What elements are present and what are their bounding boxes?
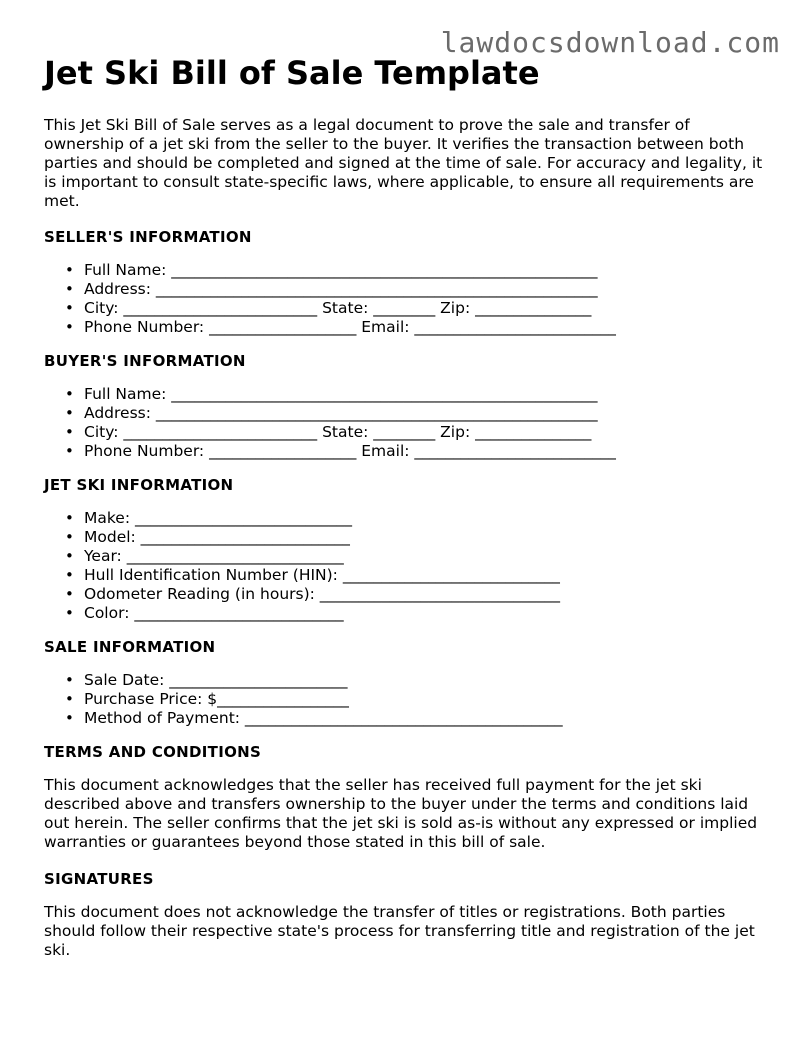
bullet-icon: •: [65, 585, 74, 603]
intro-paragraph: This Jet Ski Bill of Sale serves as a legal document to prove the sale and transfer of ownership of a jet ski from the seller to the buyer. It verifies the transaction between both parties and should be completed and signed at the time of sale. For accuracy and legality, it is important to consult state-specific laws, where applicable, to ensure all requirements are met.: [44, 116, 763, 210]
signatures-paragraph: This document does not acknowledge the transfer of titles or registrations. Both parties should follow their respective state's process for transferring title and registration of the jet ski.: [44, 903, 755, 959]
field-label: Full Name: _______________________________________________________: [84, 261, 598, 279]
payment-method-field[interactable]: [65, 709, 764, 728]
sale-heading: SALE INFORMATION: [44, 638, 216, 656]
watermark: lawdocsdownload.com: [440, 26, 780, 59]
field-label: Purchase Price: $_________________: [84, 690, 349, 708]
buyer-phone-email-field[interactable]: [65, 442, 764, 461]
bullet-icon: •: [65, 318, 74, 336]
field-label: Full Name: _______________________________________________________: [84, 385, 598, 403]
seller-full-name-field[interactable]: [65, 261, 764, 280]
buyer-address-field[interactable]: [65, 404, 764, 423]
jetski-year-field[interactable]: [65, 547, 764, 566]
field-label: City: _________________________ State: ________ Zip: _______________: [84, 423, 592, 441]
bullet-icon: •: [65, 547, 74, 565]
field-label: Method of Payment: _________________________________________: [84, 709, 563, 727]
bullet-icon: •: [65, 423, 74, 441]
buyer-fields: [44, 385, 764, 461]
purchase-price-field[interactable]: [65, 690, 764, 709]
bullet-icon: •: [65, 442, 74, 460]
seller-fields: [44, 261, 764, 337]
jetski-heading: JET SKI INFORMATION: [44, 476, 234, 494]
document-body: [44, 116, 764, 978]
seller-phone-email-field[interactable]: [65, 318, 764, 337]
field-label: Year: ____________________________: [84, 547, 344, 565]
buyer-city-state-zip-field[interactable]: [65, 423, 764, 442]
bullet-icon: •: [65, 709, 74, 727]
bullet-icon: •: [65, 280, 74, 298]
bullet-icon: •: [65, 261, 74, 279]
jetski-model-field[interactable]: [65, 528, 764, 547]
bullet-icon: •: [65, 604, 74, 622]
seller-address-field[interactable]: [65, 280, 764, 299]
field-label: Hull Identification Number (HIN): ____________________________: [84, 566, 560, 584]
terms-paragraph: This document acknowledges that the seller has received full payment for the jet ski described above and transfers ownership to the buyer under the terms and conditions laid out herein. The seller confirms that the jet ski is sold as-is without any expressed or implied warranties or guarantees beyond those stated in this bill of sale.: [44, 776, 758, 851]
bullet-icon: •: [65, 299, 74, 317]
bullet-icon: •: [65, 690, 74, 708]
seller-city-state-zip-field[interactable]: [65, 299, 764, 318]
field-label: Phone Number: ___________________ Email: __________________________: [84, 318, 616, 336]
field-label: Address: _________________________________________________________: [84, 280, 598, 298]
field-label: Model: ___________________________: [84, 528, 350, 546]
jetski-fields: [44, 509, 764, 623]
jetski-odometer-field[interactable]: [65, 585, 764, 604]
field-label: Color: ___________________________: [84, 604, 344, 622]
field-label: Phone Number: ___________________ Email: __________________________: [84, 442, 616, 460]
page-title: Jet Ski Bill of Sale Template: [44, 54, 540, 92]
field-label: City: _________________________ State: ________ Zip: _______________: [84, 299, 592, 317]
sale-fields: [44, 671, 764, 728]
bullet-icon: •: [65, 385, 74, 403]
bullet-icon: •: [65, 509, 74, 527]
jetski-hin-field[interactable]: [65, 566, 764, 585]
bullet-icon: •: [65, 671, 74, 689]
field-label: Odometer Reading (in hours): _______________________________: [84, 585, 561, 603]
seller-heading: SELLER'S INFORMATION: [44, 228, 252, 246]
field-label: Make: ____________________________: [84, 509, 352, 527]
buyer-heading: BUYER'S INFORMATION: [44, 352, 246, 370]
jetski-make-field[interactable]: [65, 509, 764, 528]
terms-heading: TERMS AND CONDITIONS: [44, 743, 262, 761]
bullet-icon: •: [65, 566, 74, 584]
buyer-full-name-field[interactable]: [65, 385, 764, 404]
field-label: Sale Date: _______________________: [84, 671, 348, 689]
field-label: Address: _________________________________________________________: [84, 404, 598, 422]
jetski-color-field[interactable]: [65, 604, 764, 623]
signatures-heading: SIGNATURES: [44, 870, 154, 888]
bullet-icon: •: [65, 528, 74, 546]
sale-date-field[interactable]: [65, 671, 764, 690]
bullet-icon: •: [65, 404, 74, 422]
